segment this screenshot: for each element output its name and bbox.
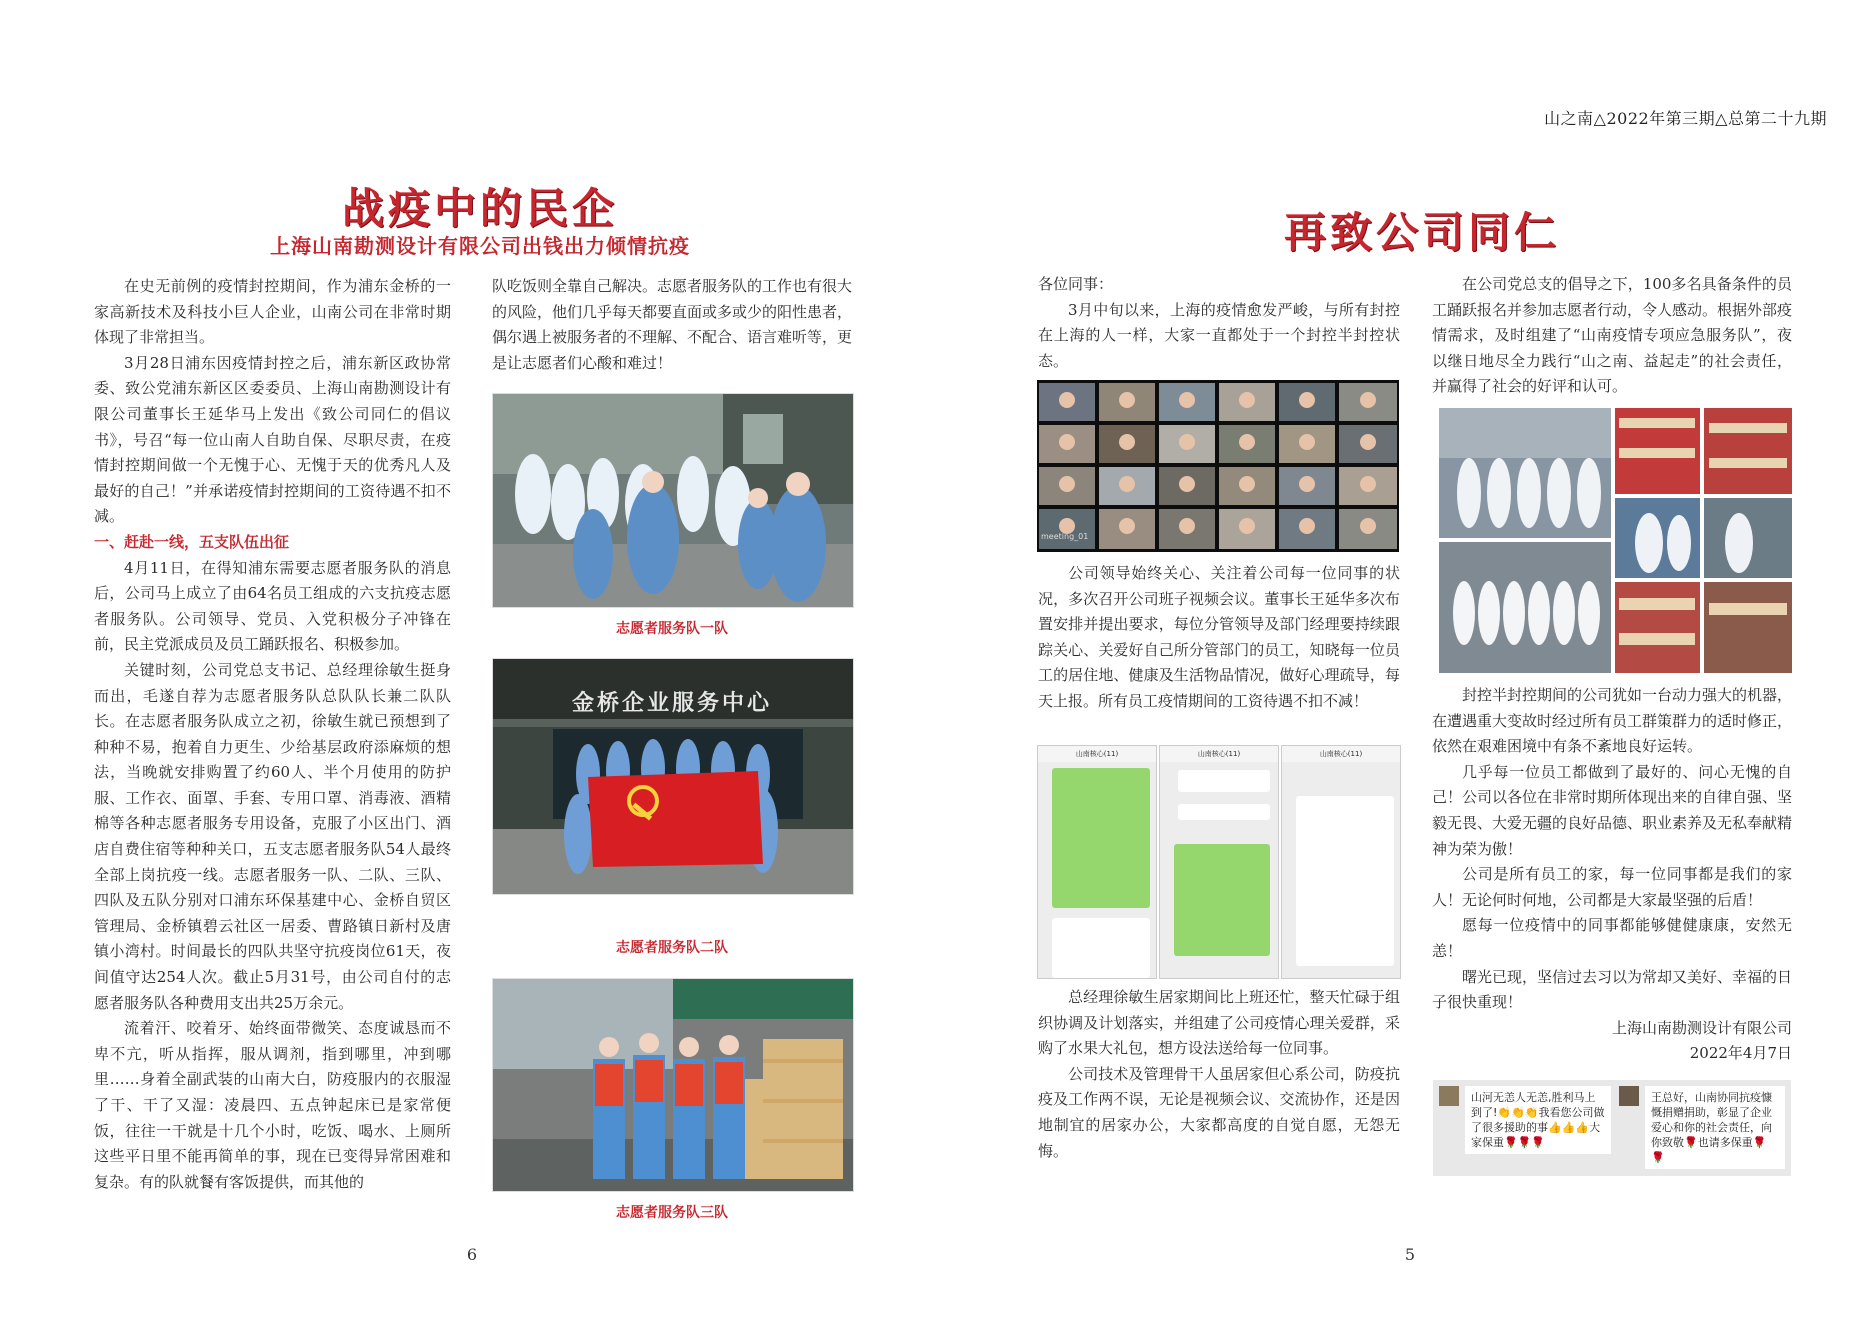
signature-date: 2022年4月7日 (1689, 1044, 1792, 1063)
chat-title: 山南核心(11) (1282, 746, 1400, 762)
chat-message-left: 山河无恙人无恙,胜利马上到了!👏👏👏我看您公司做了很多援助的事👍👍👍大家保重🌹🌹🌹 (1465, 1086, 1611, 1154)
avatar (1439, 1086, 1459, 1106)
paragraph: 关键时刻，公司党总支书记、总经理徐敏生挺身而出，毛遂自荐为志愿者服务队总队队长兼二队队长。在志愿者服务队成立之初，徐敏生就已预想到了种种不易，抱着自力更生、少给基层政府添麻烦的想法，当晚就安排购置了约60人、半个月使用的防护服、工作衣、面罩、手套、专用口罩、消毒液、酒精棉等各种志愿者服务专用设备，克服了小区出门、酒店自费住宿等种种关口，五支志愿者服务队54人最终全部上岗抗疫一线。志愿者服务一队、二队、三队、四队及五队分别对口浦东环保基建中心、金桥自贸区管理局、金桥镇碧云社区一居委、曹路镇日新村及唐镇小湾村。时间最长的四队共坚守抗疫岗位61天，夜间值守达254人次。截止5月31号，由公司自付的志愿者服务队各种费用支出共25万余元。 (94, 660, 451, 1012)
chat-bubble (1178, 770, 1270, 792)
paragraph: 公司是所有员工的家，每一位同事都是我们的家人！无论何时何地，公司都是大家最坚强的后盾！ (1432, 865, 1792, 909)
photo-caption-1: 志愿者服务队一队 (616, 621, 728, 637)
left-column-2 (492, 274, 852, 376)
right-column-2-bottom (1432, 683, 1792, 1067)
paragraph: 封控半封控期间的公司犹如一台动力强大的机器，在遭遇重大变故时经过所有员工群策群力的适时修正，依然在艰难困境中有条不紊地良好运转。 (1432, 686, 1793, 756)
section-heading: 一、赶赴一线，五支队伍出征 (94, 532, 290, 551)
video-meeting-screenshot (1037, 380, 1399, 552)
photo-caption-2: 志愿者服务队二队 (616, 940, 728, 956)
paragraph: 在史无前例的疫情封控期间，作为浦东金桥的一家高新技术及科技小巨人企业，山南公司在非常时期体现了非常担当。 (94, 277, 451, 347)
right-column-2-top (1432, 272, 1792, 400)
chat-bubble (1174, 844, 1270, 956)
chat-bubble (1052, 768, 1150, 908)
paragraph: 公司技术及管理骨干人虽居家但心系公司，防疫抗疫及工作两不误，无论是视频会议、交流协作，还是因地制宜的居家办公，大家都高度的自觉自愿，无怨无悔。 (1038, 1064, 1400, 1160)
paragraph: 3月28日浦东因疫情封控之后，浦东新区政协常委、致公党浦东新区区委委员、上海山南勘测设计有限公司董事长王延华马上发出《致公司同仁的倡议书》，号召“每一位山南人自助自保、尽职尽责，在疫情封控期间做一个无愧于心、无愧于天的优秀凡人及最好的自己！”并承诺疫情封控期间的工资待遇不扣不减。 (94, 353, 451, 526)
chat-message-right: 王总好，山南协同抗疫慷慨捐赠捐助，彰显了企业爱心和你的社会责任，向你致敬🌹也请多保重🌹🌹 (1645, 1086, 1785, 1169)
left-column-1 (94, 274, 451, 1195)
paragraph: 愿每一位疫情中的同事都能够健健康康，安然无恙！ (1432, 916, 1792, 960)
paragraph: 流着汗、咬着牙、始终面带微笑、态度诚恳而不卑不亢，听从指挥，服从调剂，指到哪里，冲到哪里……身着全副武装的山南大白，防疫服内的衣服湿了干、干了又湿：凌晨四、五点钟起床已是家常便饭，往往一干就是十几个小时，吃饭、喝水、上厕所这些平日里不能再简单的事，现在已变得异常困难和复杂。有的队就餐有客饭提供，而其他的 (94, 1019, 451, 1191)
right-page-number: 5 (1404, 1245, 1416, 1264)
right-column-1-top (1038, 272, 1400, 374)
chat-screenshot-3 (1281, 745, 1401, 979)
paragraph: 公司领导始终关心、关注着公司每一位同事的状况，多次召开公司班子视频会议。董事长王延华多次布置安排并提出要求，每位分管领导及部门经理要持续跟踪关心、关爱好自己所分管部门的员工，知晓每一位员工的居住地、健康及生活物品情况，做好心理疏导，每天上报。所有员工疫情期间的工资待遇不扣不减！ (1038, 564, 1400, 710)
right-column-1-bottom (1038, 985, 1400, 1164)
chat-screenshot-2 (1159, 745, 1279, 979)
left-page-subtitle: 上海山南勘测设计有限公司出钱出力倾情抗疫 (270, 234, 690, 258)
volunteer-team-3-photo (492, 978, 854, 1192)
paragraph: 总经理徐敏生居家期间比上班还忙，整天忙碌于组织协调及计划落实，并组建了公司疫情心理关爱群，采购了水果大礼包，想方设法送给每一位同事。 (1038, 988, 1400, 1058)
volunteer-team-1-photo (492, 393, 854, 608)
issue-header: 山之南△2022年第三期△总第二十九期 (1544, 109, 1827, 128)
paragraph: 在公司党总支的倡导之下，100多名具备条件的员工踊跃报名并参加志愿者行动，令人感动。根据外部疫情需求，及时组建了“山南疫情专项应急服务队”，夜以继日地尽全力践行“山之南、益起走”的社会责任，并赢得了社会的好评和认可。 (1432, 275, 1793, 396)
right-page-title: 再致公司同仁 (1283, 208, 1560, 257)
paragraph: 几乎每一位员工都做到了最好的、问心无愧的自己！公司以各位在非常时期所体现出来的自律自强、坚毅无畏、大爱无疆的良好品德、职业素养及无私奉献精神为荣为傲！ (1432, 762, 1793, 858)
left-page-title: 战疫中的民企 (341, 184, 618, 233)
chat-title: 山南核心(11) (1038, 746, 1156, 762)
chat-bubble (1296, 796, 1394, 966)
chat-screenshot-1 (1037, 745, 1157, 979)
chat-title: 山南核心(11) (1160, 746, 1278, 762)
paragraph: 队吃饭则全靠自己解决。志愿者服务队的工作也有很大的风险，他们几乎每天都要直面或多或少的阳性患者，偶尔遇上被服务者的不理解、不配合、语言难听等，更是让志愿者们心酸和难过！ (492, 277, 853, 372)
avatar (1619, 1086, 1639, 1106)
signature-company: 上海山南勘测设计有限公司 (1611, 1018, 1792, 1037)
service-center-sign: 金桥企业服务中心 (571, 691, 772, 716)
photo-caption-3: 志愿者服务队三队 (616, 1205, 728, 1221)
left-page-number: 6 (466, 1245, 478, 1264)
salutation: 各位同事： (1038, 275, 1114, 293)
chat-bubble (1178, 804, 1270, 820)
right-column-1-mid (1038, 561, 1400, 715)
paragraph: 3月中旬以来，上海的疫情愈发严峻，与所有封控在上海的人一样，大家一直都处于一个封控半封控状态。 (1038, 300, 1400, 370)
volunteer-collage (1439, 408, 1792, 673)
paragraph: 曙光已现，坚信过去习以为常却又美好、幸福的日子很快重现！ (1432, 967, 1793, 1012)
messages-panel (1433, 1080, 1791, 1176)
video-tile-label: meeting_01 (1041, 532, 1089, 541)
chat-bubble (1052, 918, 1150, 978)
paragraph: 4月11日，在得知浦东需要志愿者服务队的消息后，公司马上成立了由64名员工组成的六支抗疫志愿者服务队。公司领导、党员、入党积极分子冲锋在前，民主党派成员及员工踊跃报名、积极参加。 (94, 558, 451, 654)
